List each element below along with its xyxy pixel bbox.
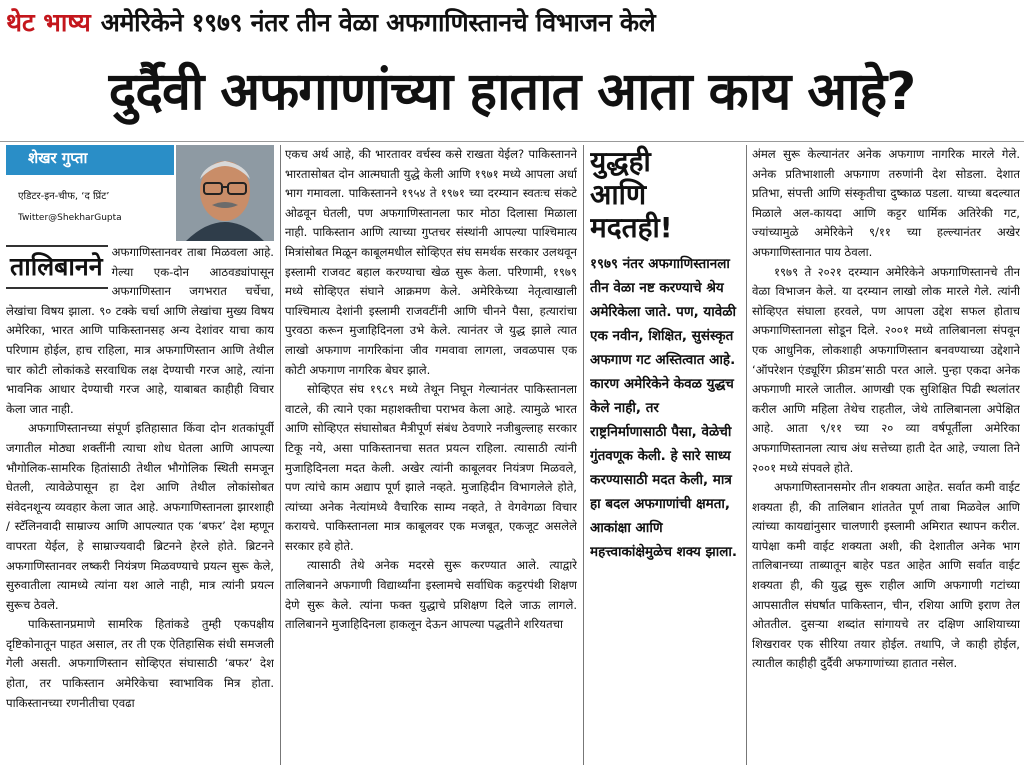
pull-quote-title-line: आणि (590, 178, 647, 211)
pull-quote-title (590, 145, 740, 244)
kicker-headline: अमेरिकेने १९७९ नंतर तीन वेळा अफगाणिस्तानचे विभाजन केले (100, 8, 656, 37)
paragraph: अफगाणिस्तानच्या संपूर्ण इतिहासात किंवा दोन शतकांपूर्वी जगातील मोठ्या शक्तींनी त्याचा शोध घेतला आणि आपल्या भौगोलिक-सामरिक हितांसाठी तेथील भौगोलिक स्थिती समजून घेतली, त्यावेळेपासून हा देश आणि तेथील लोकांसोबत संवेदनशून्य व्यवहार केला जात आहे. अफगाणिस्तानला झारशाही / स्टॅलिनवादी साम्राज्य आणि आपल्यात एक ‘बफर’ देश म्हणून वापरता येईल, हे साम्राज्यवादी ब्रिटनने हेरले होते. ब्रिटनने अफगाणिस्तानवर लष्करी नियंत्रण मिळवण्याचे प्रयत्न सुरू केले, सुरुवातीला त्यामध्ये त्यांना यश आले नाही, मात्र त्यांनी प्रयत्न सुरूच ठेवले. (6, 421, 274, 612)
paragraph: सोव्हिएत संघ १९८९ मध्ये तेथून निघून गेल्यानंतर पाकिस्तानला वाटले, की त्याने एका महाशक्तीचा पराभव केला आहे. त्यामुळे भारत आणि सोव्हिएत संघासोबत मैत्रीपूर्ण संबंध ठेवणारे नजीबुल्लाह सरकार टिकू नये, असा पाकिस्तानचा सतत प्रयत्न राहिला. त्यासाठी त्यांनी मुजाहिदिनला मदत केली. अखेर त्यांनी काबूलवर नियंत्रण मिळवले, पण त्यांचे काम अद्याप पूर्ण झाले नव्हते. मुजाहिदीन विभागलेले होते, त्यांच्या अनेक नेत्यांमध्ये वैचारिक साम्य नव्हते, ते वेगवेगळा विचार करायचे. पाकिस्तानला मात्र काबूलवर एक मजबूत, एकजूट असलेले सरकार हवे होते. (285, 382, 577, 553)
article-column-4 (752, 145, 1020, 765)
column-divider (583, 145, 584, 765)
paragraph: अंमल सुरू केल्यानंतर अनेक अफगाण नागरिक मारले गेले. अनेक प्रतिभाशाली अफगाण तरुणांनी देश सोडला. देशात प्रतिभा, संपत्ती आणि संस्कृतीचा दुष्काळ पडला. याच्या बदल्यात मिळाले अल-कायदा आणि कट्टर धार्मिक अतिरेकी गट, ज्यांच्यामुळे अमेरिकेने ९/११ च्या हल्ल्यानंतर अखेर अफगाणिस्तानात पाय ठेवला. (752, 147, 1020, 259)
column-divider (280, 145, 281, 765)
author-designation: एडिटर-इन-चीफ, ‘द प्रिंट’ (18, 191, 110, 202)
author-twitter-handle: Twitter@ShekharGupta (18, 213, 122, 223)
paragraph: अफगाणिस्तानसमोर तीन शक्यता आहेत. सर्वात कमी वाईट शक्यता ही, की तालिबान शांततेत पूर्ण ताबा मिळवेल आणि त्यांच्या कायद्यांनुसार चालणारी इस्लामी अमिरात स्थापन करील. यापेक्षा कमी वाईट शक्यता अशी, की देशातील अनेक भाग तालिबानच्या ताब्यातून बाहेर पडत आहेत आणि सर्वात वाईट शक्यता ही, की युद्ध सुरू राहील आणि अफगाणी गटांच्या आपसातील संघर्षात पाकिस्तान, चीन, रशिया आणि इराण तेल ओततील. दुसऱ्या शब्दांत सांगायचे तर दक्षिण आशियाच्या शिखरावर एक सीरिया तयार होईल. तथापि, जे काही होईल, त्यातील काहीही दुर्दैवी अफगाणांच्या हातात नसेल. (752, 480, 1020, 671)
author-name: शेखर गुप्ता (28, 149, 88, 167)
main-headline: दुर्दैवी अफगाणांच्या हातात आता काय आहे? (108, 62, 916, 122)
paragraph: १९७९ ते २०२१ दरम्यान अमेरिकेने अफगाणिस्तानचे तीन वेळा विभाजन केले. या दरम्यान लाखो लोक मारले गेले. त्यांनी सोव्हिएत संघाला हरवले, पण आपला उद्देश सफल होताच अफगाणिस्तानला सोडून दिले. २००१ मध्ये तालिबानला संपवून एक आधुनिक, लोकशाही अफगाणिस्तान बनवण्याच्या उद्देशाने ‘ऑपरेशन एंड्यूरिंग फ्रीडम’साठी परत आले. पुन्हा एकदा अनेक अफगाणी मारले जातील. आणखी एक सुशिक्षित पिढी स्थलांतर करील आणि महिला तेथेच राहतील, जेथे तालिबानला अपेक्षित आहे. आता ९/११ च्या २० व्या वर्षपूर्तीला अमेरिका अफगाणिस्तानला त्याच अंध सत्तेच्या हाती देत आहे, ज्याला तिने २००१ मध्ये संपवले होते. (752, 264, 1020, 475)
author-photo (176, 145, 274, 241)
paragraph: एकच अर्थ आहे, की भारतावर वर्चस्व कसे राखता येईल? पाकिस्तानने भारतासोबत दोन आत्मघाती युद्धे केली आणि १९७१ मध्ये आपला अर्धा भाग गमावला. पाकिस्तानने १९५४ ते १९७१ च्या दरम्यान स्वतःच संकटे ओढवून घेतली, पण अफगाणिस्तानला फार मोठा दिलासा मिळाला नाही. पाकिस्तान आणि त्याच्या गुप्तचर संस्थांनी आपल्या पाश्चिमात्य मित्रांसोबत मिळून काबूलमधील सोव्हिएत संघ समर्थक सरकार उलथवून इस्लामी राजवट बहाल करण्याचा खेळ सुरू केला. परिणामी, १९७९ मध्ये सोव्हिएत संघाने आक्रमण केले. अमेरिकेच्या नेतृत्वाखाली पाश्चिमात्य देशांनी इस्लामी राजवटींनी आणि चीनने पैसा, हत्यारांचा पुरवठा करून मुजाहिदिनला उभे केले. त्यानंतर जे युद्ध झाले त्यात लाखो अफगाण नागरिकांना जीव गमवावा लागला, जवळपास एक कोटी अफगाण नागरिक बेघर झाले. (285, 147, 577, 377)
lead-paragraph-wrap (6, 243, 274, 419)
pull-quote-title-line: मदतही! (590, 211, 673, 244)
kicker-row (0, 0, 1024, 44)
paragraph: अफगाणिस्तानवर ताबा मिळवला आहे. गेल्या एक-दोन आठवड्यांपासून अफगाणिस्तान जगभरात चर्चेचा, लेखांचा विषय झाला. ९० टक्के चर्चा आणि लेखांचा मुख्य विषय अमेरिका, भारत आणि पाकिस्तानसह अन्य देशांवर याचा काय परिणाम होईल, हाच राहिला, मात्र अफगाणिस्तान आणि तेथील चार कोटी लोकांकडे सरवाधिक लक्ष देण्याची गरज आहे, त्यांना भावनिक आधार देण्याची गरज आहे, याबाबत काहीही विचार केला जात नाही. (6, 245, 274, 416)
section-tag: थेट भाष्य (6, 8, 91, 37)
pull-quote-column (590, 145, 740, 765)
column-divider (746, 145, 747, 765)
pull-quote-text: १९७९ नंतर अफगाणिस्तानला तीन वेळा नष्ट करण्याचे श्रेय अमेरिकेला जाते. पण, यावेळी एक नवीन, शिक्षित, सुसंस्कृत अफगाण गट अस्तित्वात आहे. कारण अमेरिकेने केवळ युद्धच केले नाही, तर राष्ट्रनिर्माणासाठी पैसा, वेळेची गुंतवणूक केली. हे सारे साध्य करण्यासाठी मदत केली, मात्र हा बदल अफगाणांची क्षमता, आकांक्षा आणि महत्त्वाकांक्षेमुळेच शक्य झाला. (590, 256, 738, 560)
pull-quote-title-line: युद्धही (590, 145, 651, 178)
paragraph: त्यासाठी तेथे अनेक मदरसे सुरू करण्यात आले. त्याद्वारे तालिबानने अफगाणी विद्यार्थ्यांना इस्लामचे सर्वाधिक कट्टरपंथी शिक्षण देणे सुरू केले. त्यांना फक्त युद्धाचे प्रशिक्षण दिले जाऊ लागले. तालिबानने मुजाहिदिनला हाकलून देऊन आपल्या पद्धतीने शरियतचा (285, 558, 577, 632)
article-column-2 (285, 145, 577, 765)
byline (6, 145, 274, 241)
byline-name-bar (6, 145, 174, 175)
lead-drop-word: तालिबानने (6, 245, 108, 289)
headline-divider (0, 141, 1024, 142)
paragraph: पाकिस्तानप्रमाणे सामरिक हितांकडे तुम्ही एकपक्षीय दृष्टिकोनातून पाहत असाल, तर ती एक ऐतिहासिक संधी समजली गेली असती. अफगाणिस्तान सोव्हिएत संघासाठी ‘बफर’ देश होता, तर पाकिस्तान अमेरिकेचा स्वाभाविक मित्र होता. पाकिस्तानच्या रणनीतीचा एवढा (6, 617, 274, 710)
article-column-1 (6, 145, 274, 765)
